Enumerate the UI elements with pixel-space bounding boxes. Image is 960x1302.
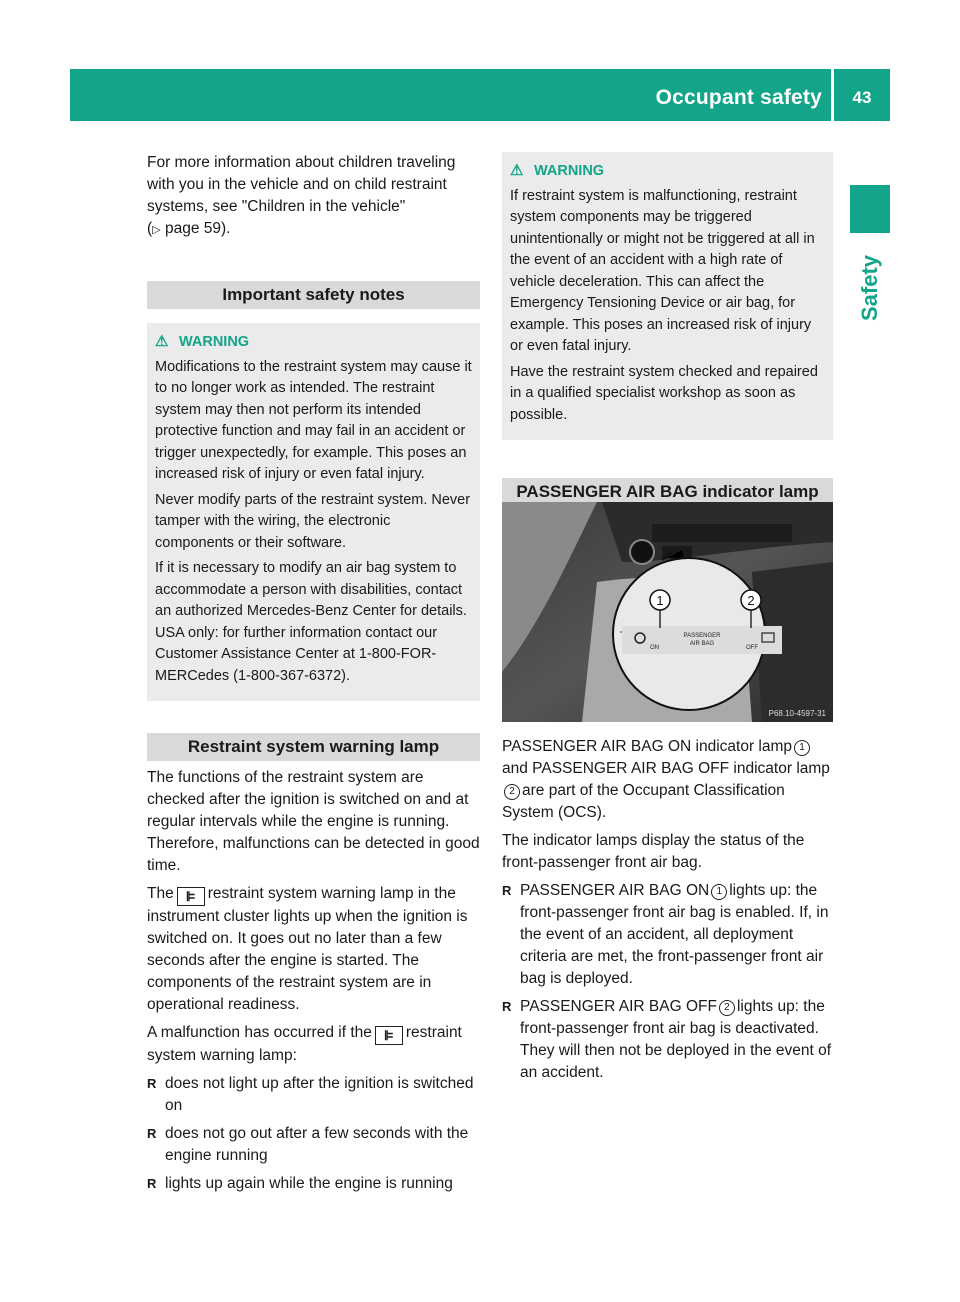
body-paragraph: PASSENGER AIR BAG ON indicator lamp 1 and PASSENGER AIR BAG OFF indicator lamp2 are part of the Occupant Classification System (OCS). <box>502 738 830 821</box>
warning-paragraph: Modifications to the restraint system may cause it to no longer work as intended. The restraint system may then not perform its intended protective function and may fail in an accident or trigger unexpectedly, for example. This poses an increased risk of injury or even fatal injury. <box>155 358 472 482</box>
side-tab <box>850 185 890 233</box>
section-heading-important-safety-notes: Important safety notes <box>147 281 480 309</box>
panel-on-label: ON <box>650 645 659 651</box>
warning-paragraph: If it is necessary to modify an air bag system to accommodate a person with disabilities, contact an authorized Mercedes-Benz Center for details. USA only: for further information contact our Customer Assistance Center at 1-800-FOR-MERCedes (1-800-367-6372). <box>155 560 467 684</box>
intro-text: For more information about children traveling with you in the vehicle and on child restraint systems, see "Children in the vehicle" <box>147 154 456 215</box>
warning-paragraph: If restraint system is malfunctioning, restraint system components may be triggered unintentionally or might not be triggered at all in the event of an accident with a high rate of vehicle deceleration. This can affect the Emergency Tensioning Device or air bag, for example. This poses an increased risk of injury or even fatal injury. <box>510 187 815 354</box>
number-1-icon: 1 <box>794 740 810 756</box>
warning-paragraph: Have the restraint system checked and repaired in a qualified specialist workshop as soon as possible. <box>510 363 818 423</box>
section-heading-passenger-air-bag-indicator-lamp: PASSENGER AIR BAG indicator lamp <box>502 478 833 506</box>
seated-person-airbag-icon: ꕞ <box>375 1026 403 1045</box>
header-divider <box>831 69 834 121</box>
list-item: R PASSENGER AIR BAG OFF 2 lights up: the front-passenger front air bag is deactivated. They will then not be deployed in the event of an accident. <box>502 998 832 1081</box>
callout-1: 1 <box>656 593 664 608</box>
panel-label-line2: AIR BAG <box>689 641 715 647</box>
body-paragraph: The indicator lamps display the status of the front-passenger front air bag. <box>502 832 805 871</box>
passenger-airbag-photo <box>502 502 833 722</box>
bullet-icon: R <box>147 1126 157 1141</box>
bullet-icon: R <box>147 1176 157 1191</box>
warning-box <box>502 152 833 440</box>
page-reference-link[interactable]: page 59). <box>164 220 231 237</box>
bullet-icon: R <box>502 999 512 1014</box>
photo-reference: P68.10-4597-31 <box>768 709 826 718</box>
arrow-icon: ▷ <box>152 224 161 236</box>
warning-title: ⚠ WARNING <box>155 331 472 354</box>
right-column-lower <box>502 736 836 1090</box>
warning-icon: ⚠ <box>155 333 169 350</box>
warning-icon: ⚠ <box>510 162 524 179</box>
body-paragraph: The functions of the restraint system are checked after the ignition is switched on and at regular intervals while the engine is running. Therefore, malfunctions can be detected in good time. <box>147 769 480 874</box>
left-column <box>147 152 480 1201</box>
side-tab-label: Safety <box>857 254 882 322</box>
number-1-icon: 1 <box>711 884 727 900</box>
number-2-icon: 2 <box>719 1000 735 1016</box>
page-number: 43 <box>852 88 872 107</box>
panel-off-label: OFF <box>746 645 758 651</box>
seated-person-airbag-icon: ꕞ <box>177 887 205 906</box>
section-heading-restraint-system-warning-lamp: Restraint system warning lamp <box>147 733 480 761</box>
number-2-icon: 2 <box>504 784 520 800</box>
list-item: R PASSENGER AIR BAG ON 1 lights up: the front-passenger front air bag is enabled. If, in the event of an accident, all deployment criteria are met, the front-passenger front air bag is deployed. <box>502 882 829 987</box>
warning-title: ⚠ WARNING <box>510 160 825 183</box>
header-title: Occupant safety <box>655 86 822 109</box>
right-column <box>502 152 833 520</box>
list-item: R does not go out after a few seconds with the engine running <box>147 1125 469 1164</box>
panel-label-line1: PASSENGER <box>683 633 721 639</box>
bullet-icon: R <box>147 1076 157 1091</box>
list-item: R does not light up after the ignition is switched on <box>147 1075 474 1114</box>
callout-2: 2 <box>747 593 755 608</box>
list-item: R lights up again while the engine is running <box>147 1173 480 1195</box>
warning-box <box>147 323 480 701</box>
intro-paragraph: For more information about children traveling with you in the vehicle and on child restraint systems, see "Children in the vehicle" (▷ page 59). <box>147 154 456 237</box>
body-paragraph: A malfunction has occurred if the ꕞ restraint system warning lamp: <box>147 1024 462 1064</box>
bullet-icon: R <box>502 883 512 898</box>
body-paragraph: The ꕞ restraint system warning lamp in the instrument cluster lights up when the ignition is switched on. It goes out no later than a few seconds after the engine is started. The components of the restraint system are in operational readiness. <box>147 885 468 1013</box>
warning-paragraph: Never modify parts of the restraint system. Never tamper with the wiring, the electronic components or their software. <box>155 491 471 551</box>
